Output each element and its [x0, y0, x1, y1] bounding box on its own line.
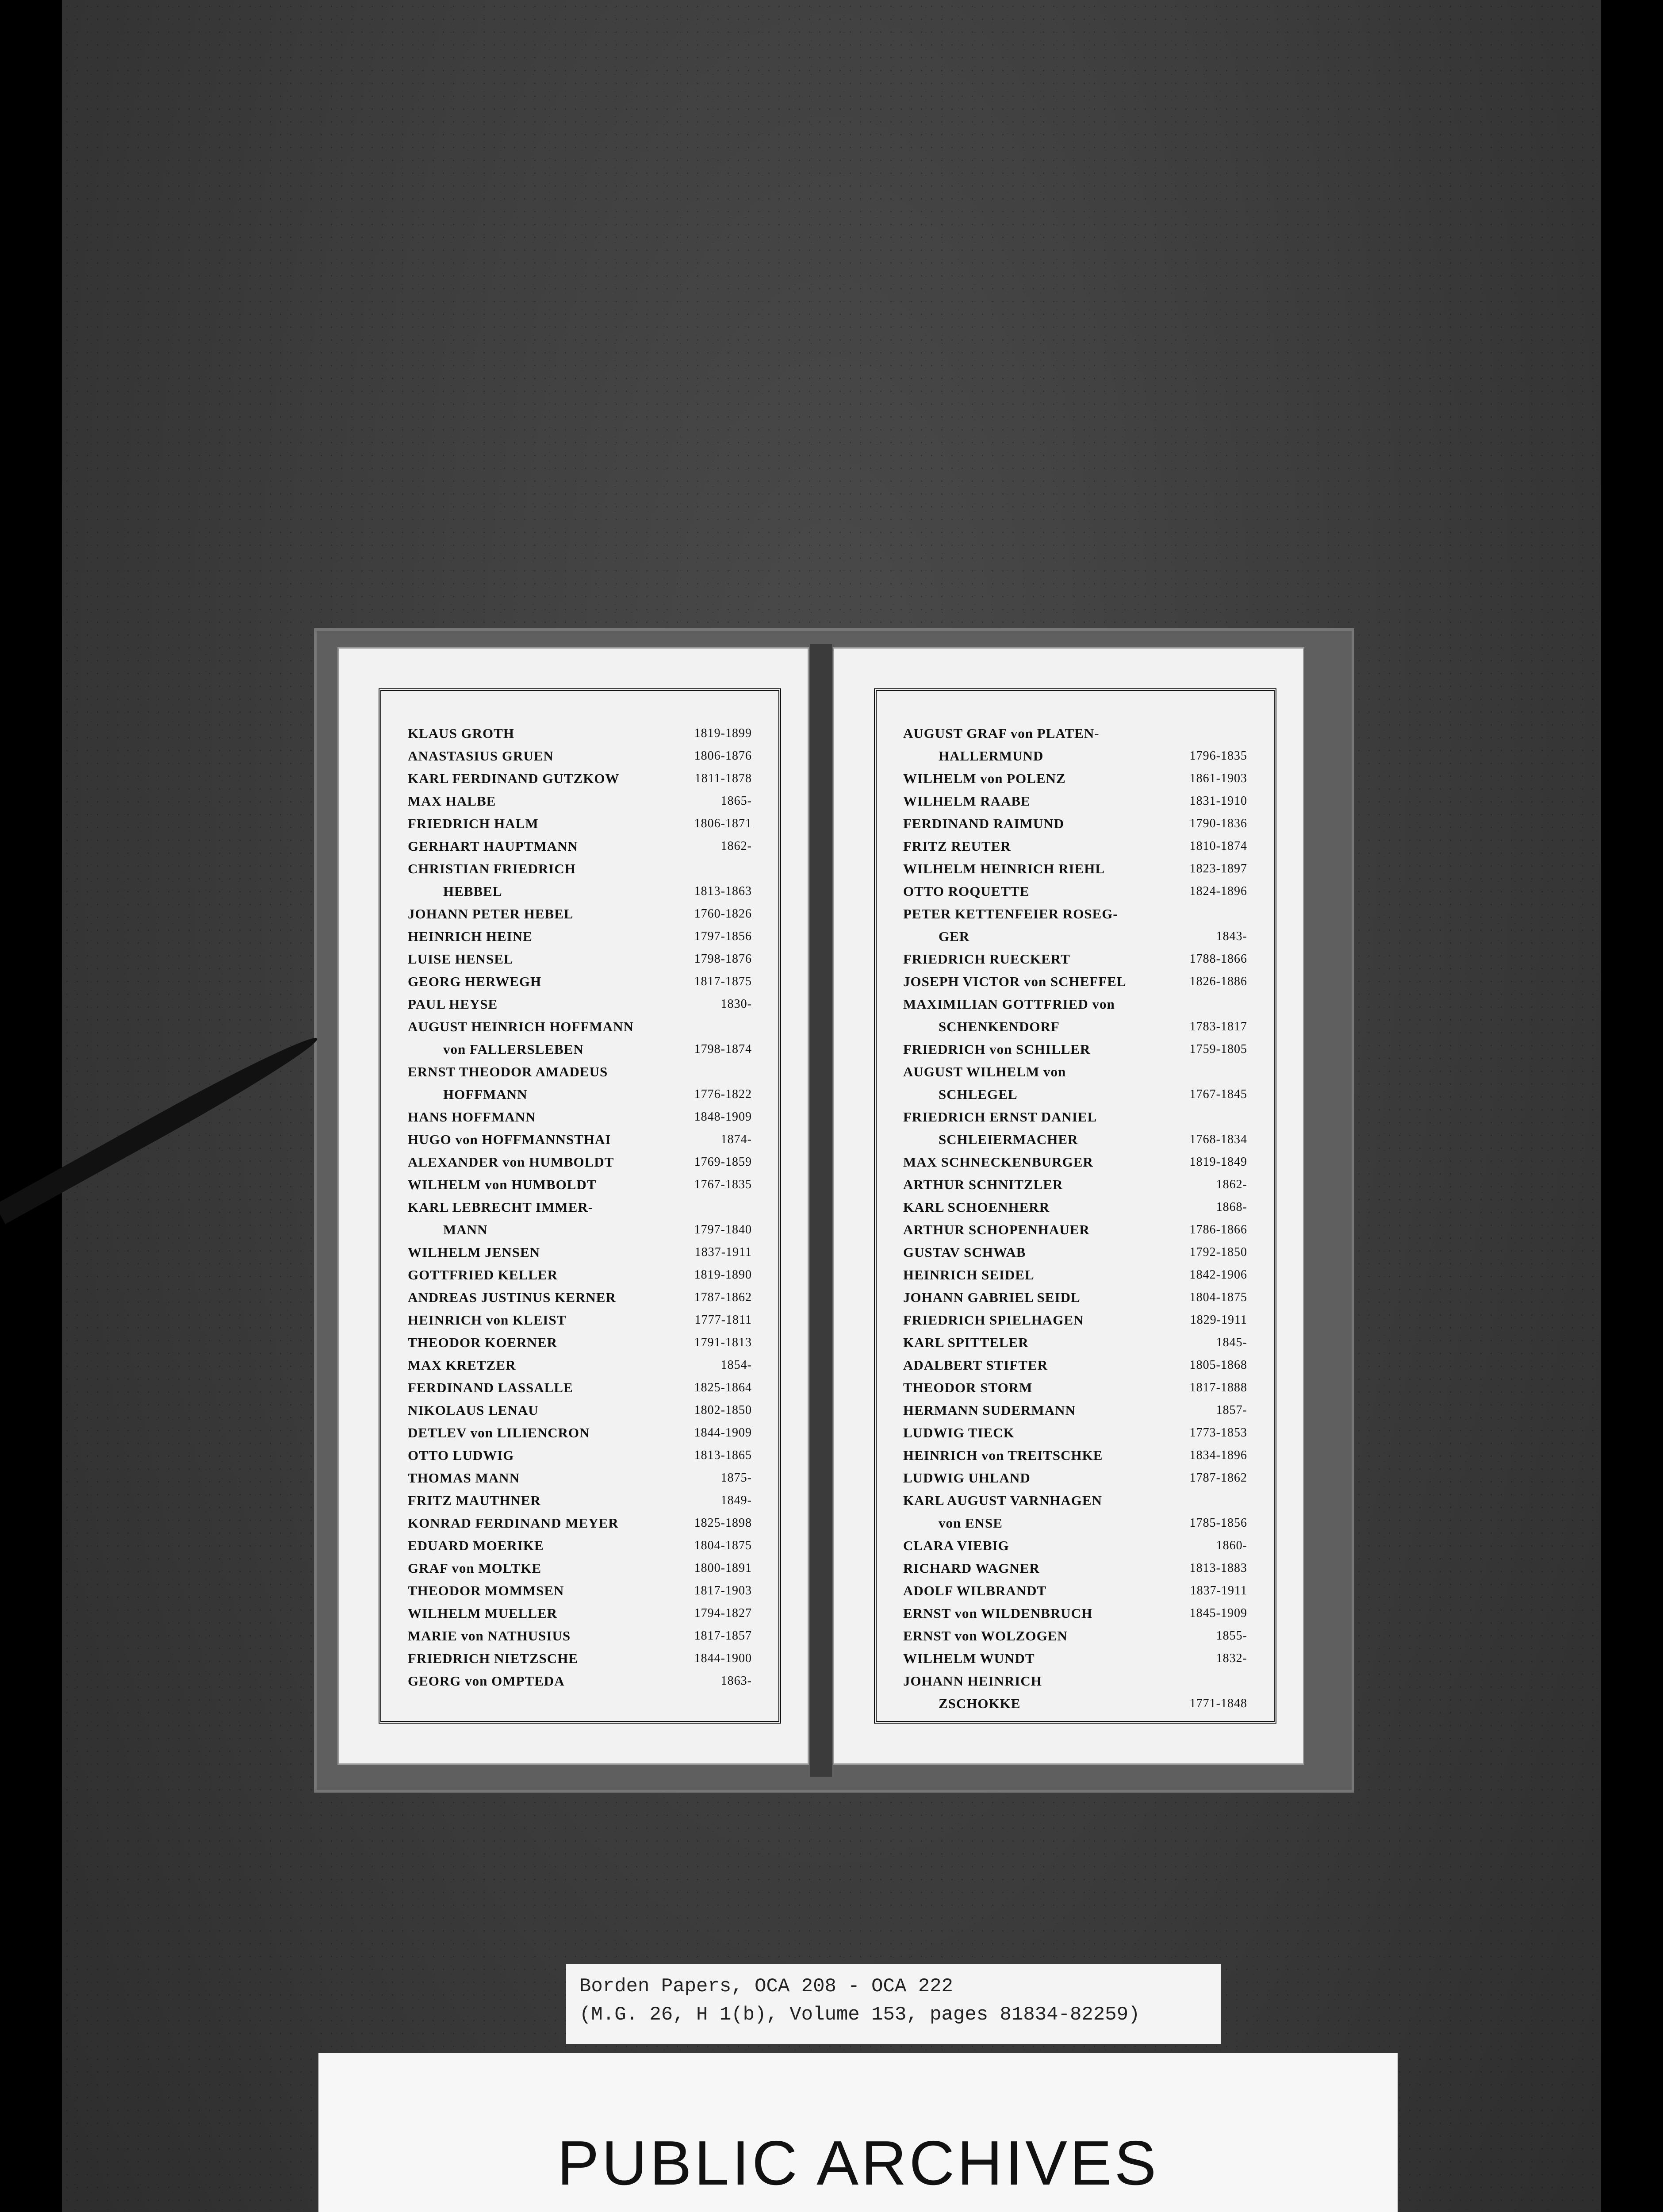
author-entry: [408, 1173, 752, 1196]
author-name: ADOLF WILBRANDT: [903, 1583, 1047, 1598]
author-name: MANN: [443, 1222, 488, 1237]
author-dates: 1796-1835: [1189, 749, 1247, 763]
author-dates: 1810-1874: [1189, 839, 1247, 853]
author-name: ALEXANDER von HUMBOLDT: [408, 1154, 614, 1170]
author-name: FERDINAND LASSALLE: [408, 1380, 573, 1395]
reference-line-1: Borden Papers, OCA 208 - OCA 222: [579, 1975, 953, 1997]
author-name: WILHELM JENSEN: [408, 1244, 540, 1260]
author-dates: 1813-1863: [694, 884, 752, 898]
author-entry: [408, 1399, 752, 1421]
author-entry: [408, 1038, 752, 1060]
author-entry: [408, 948, 752, 970]
left-page-frame: [379, 688, 781, 1724]
author-name: KONRAD FERDINAND MEYER: [408, 1515, 619, 1531]
author-name: HOFFMANN: [443, 1087, 528, 1102]
author-entry: [903, 835, 1247, 857]
author-name: PETER KETTENFEIER ROSEG-: [903, 906, 1118, 922]
author-name: HEINRICH SEIDEL: [903, 1267, 1035, 1283]
author-entry: [408, 993, 752, 1015]
author-entry: [903, 1557, 1247, 1579]
author-entry: [408, 1106, 752, 1128]
author-dates: 1768-1834: [1189, 1133, 1247, 1146]
archive-title-fr: [318, 2208, 1398, 2212]
author-name: FRIEDRICH HALM: [408, 816, 539, 831]
author-entry: [903, 1534, 1247, 1557]
author-entry: [903, 1015, 1247, 1038]
author-entry: [408, 1128, 752, 1151]
author-name: THEODOR KOERNER: [408, 1335, 557, 1350]
author-name: AUGUST WILHELM von: [903, 1064, 1066, 1079]
author-entry: [408, 1534, 752, 1557]
author-entry: [408, 1060, 752, 1083]
right-page: [834, 649, 1303, 1763]
author-entry: [408, 1196, 752, 1218]
author-entry: [408, 1557, 752, 1579]
author-entry: [408, 1670, 752, 1692]
author-entry: [408, 1309, 752, 1331]
author-dates: 1794-1827: [694, 1606, 752, 1620]
author-entry: [903, 1331, 1247, 1354]
author-name: HALLERMUND: [939, 748, 1044, 764]
author-entry: [903, 902, 1247, 925]
author-name: RICHARD WAGNER: [903, 1560, 1040, 1576]
author-entry: [408, 1444, 752, 1467]
author-entry: [408, 1647, 752, 1670]
author-name: LUISE HENSEL: [408, 951, 513, 967]
author-entry: [408, 1241, 752, 1263]
author-name: KARL FERDINAND GUTZKOW: [408, 771, 620, 786]
author-name: JOHANN PETER HEBEL: [408, 906, 574, 922]
author-dates: 1819-1890: [694, 1268, 752, 1282]
author-name: WILHELM WUNDT: [903, 1651, 1035, 1666]
author-name: KARL SPITTELER: [903, 1335, 1029, 1350]
author-name: SCHLEGEL: [939, 1087, 1018, 1102]
author-dates: 1776-1822: [694, 1087, 752, 1101]
author-entry: [903, 1060, 1247, 1083]
author-name: ARTHUR SCHNITZLER: [903, 1177, 1063, 1192]
author-dates: 1797-1840: [694, 1223, 752, 1237]
author-entry: [903, 1151, 1247, 1173]
author-name: FRIEDRICH SPIELHAGEN: [903, 1312, 1084, 1328]
author-dates: 1792-1850: [1189, 1245, 1247, 1259]
author-name: HEBBEL: [443, 883, 502, 899]
author-entry: [408, 1602, 752, 1624]
author-name: WILHELM MUELLER: [408, 1605, 557, 1621]
author-name: GRAF von MOLTKE: [408, 1560, 542, 1576]
author-name: GEORG von OMPTEDA: [408, 1673, 565, 1689]
author-name: LUDWIG TIECK: [903, 1425, 1015, 1440]
author-entry: [408, 1467, 752, 1489]
author-entry: [408, 1512, 752, 1534]
author-dates: 1855-: [1216, 1629, 1247, 1643]
author-dates: 1791-1813: [694, 1336, 752, 1349]
author-name: GUSTAV SCHWAB: [903, 1244, 1026, 1260]
author-name: AUGUST GRAF von PLATEN-: [903, 726, 1100, 741]
author-name: DETLEV von LILIENCRON: [408, 1425, 590, 1440]
author-dates: 1802-1850: [694, 1403, 752, 1417]
author-entry: [903, 1647, 1247, 1670]
author-name: HERMANN SUDERMANN: [903, 1402, 1076, 1418]
author-name: SCHLEIERMACHER: [939, 1132, 1078, 1147]
author-dates: 1862-: [1216, 1178, 1247, 1191]
author-entry: [903, 1444, 1247, 1467]
author-dates: 1845-1909: [1189, 1606, 1247, 1620]
author-name: HANS HOFFMANN: [408, 1109, 536, 1125]
author-name: CLARA VIEBIG: [903, 1538, 1009, 1553]
author-name: MAX KRETZER: [408, 1357, 516, 1373]
author-entry: [408, 1331, 752, 1354]
author-entry: [408, 1624, 752, 1647]
author-dates: 1767-1845: [1189, 1087, 1247, 1101]
author-name: THEODOR STORM: [903, 1380, 1033, 1395]
author-entry: [903, 857, 1247, 880]
author-dates: 1804-1875: [694, 1539, 752, 1552]
author-entry: [408, 1286, 752, 1309]
author-entry: [408, 1376, 752, 1399]
author-entry: [408, 722, 752, 745]
author-entry: [903, 993, 1247, 1015]
author-dates: 1862-: [720, 839, 752, 853]
author-dates: 1787-1862: [1189, 1471, 1247, 1485]
author-entry: [903, 1489, 1247, 1512]
author-dates: 1826-1886: [1189, 975, 1247, 988]
author-entry: [903, 880, 1247, 902]
author-entry: [903, 1286, 1247, 1309]
author-dates: 1788-1866: [1189, 952, 1247, 966]
author-name: MARIE von NATHUSIUS: [408, 1628, 571, 1644]
author-name: ANDREAS JUSTINUS KERNER: [408, 1290, 616, 1305]
author-entry: [408, 1015, 752, 1038]
author-dates: 1817-1875: [694, 975, 752, 988]
author-name: JOHANN GABRIEL SEIDL: [903, 1290, 1081, 1305]
author-dates: 1825-1898: [694, 1516, 752, 1530]
author-name: ARTHUR SCHOPENHAUER: [903, 1222, 1090, 1237]
author-dates: 1786-1866: [1189, 1223, 1247, 1237]
author-name: THOMAS MANN: [408, 1470, 520, 1486]
author-name: HEINRICH von KLEIST: [408, 1312, 567, 1328]
author-name: EDUARD MOERIKE: [408, 1538, 544, 1553]
author-name: SCHENKENDORF: [939, 1019, 1060, 1034]
author-name: ZSCHOKKE: [939, 1696, 1021, 1711]
author-entry: [408, 970, 752, 993]
author-entry: [408, 745, 752, 767]
archive-title-en: PUBLIC ARCHIVES: [557, 2128, 1159, 2198]
author-dates: 1760-1826: [694, 907, 752, 921]
author-entry: [903, 925, 1247, 948]
author-entry: [903, 970, 1247, 993]
archive-card: [318, 2053, 1398, 2212]
author-name: GERHART HAUPTMANN: [408, 838, 578, 854]
author-entry: [903, 1579, 1247, 1602]
reference-line-2: (M.G. 26, H 1(b), Volume 153, pages 81834-82259): [579, 2004, 1140, 2026]
author-name: MAX SCHNECKENBURGER: [903, 1154, 1093, 1170]
author-name: HUGO von HOFFMANNSTHAI: [408, 1132, 611, 1147]
author-name: FRIEDRICH ERNST DANIEL: [903, 1109, 1097, 1125]
author-entry: [903, 1263, 1247, 1286]
author-dates: 1811-1878: [694, 772, 752, 785]
author-dates: 1790-1836: [1189, 817, 1247, 830]
author-dates: 1830-: [720, 997, 752, 1011]
author-name: FERDINAND RAIMUND: [903, 816, 1065, 831]
author-name: GOTTFRIED KELLER: [408, 1267, 558, 1283]
author-name: JOSEPH VICTOR von SCHEFFEL: [903, 974, 1127, 989]
author-dates: 1875-: [720, 1471, 752, 1485]
author-name: WILHELM von POLENZ: [903, 771, 1066, 786]
author-entry: [903, 790, 1247, 812]
author-dates: 1771-1848: [1189, 1697, 1247, 1710]
author-entry: [408, 1151, 752, 1173]
author-dates: 1773-1853: [1189, 1426, 1247, 1440]
author-dates: 1767-1835: [694, 1178, 752, 1191]
author-dates: 1819-1849: [1189, 1155, 1247, 1169]
author-entry: [408, 767, 752, 790]
author-name: ANASTASIUS GRUEN: [408, 748, 554, 764]
author-entry: [903, 1218, 1247, 1241]
author-entry: [903, 1670, 1247, 1692]
author-dates: 1785-1856: [1189, 1516, 1247, 1530]
author-name: MAXIMILIAN GOTTFRIED von: [903, 996, 1115, 1012]
author-dates: 1800-1891: [694, 1561, 752, 1575]
author-entry: [408, 1218, 752, 1241]
author-dates: 1817-1888: [1189, 1381, 1247, 1394]
author-dates: 1832-: [1216, 1651, 1247, 1665]
author-name: ERNST THEODOR AMADEUS: [408, 1064, 608, 1079]
author-dates: 1874-: [720, 1133, 752, 1146]
author-name: WILHELM von HUMBOLDT: [408, 1177, 597, 1192]
author-entry: [408, 1489, 752, 1512]
book-gutter: [810, 644, 832, 1777]
author-name: KARL AUGUST VARNHAGEN: [903, 1493, 1102, 1508]
author-name: WILHELM RAABE: [903, 793, 1031, 809]
author-entry: [903, 1376, 1247, 1399]
author-entry: [903, 1692, 1247, 1715]
author-entry: [408, 1263, 752, 1286]
author-entry: [903, 1467, 1247, 1489]
author-dates: 1849-: [720, 1494, 752, 1507]
author-dates: 1805-1868: [1189, 1358, 1247, 1372]
author-entry: [903, 1602, 1247, 1624]
author-dates: 1798-1876: [694, 952, 752, 966]
author-entry: [408, 812, 752, 835]
author-entry: [408, 902, 752, 925]
author-name: FRIEDRICH RUECKERT: [903, 951, 1070, 967]
author-name: FRITZ REUTER: [903, 838, 1011, 854]
author-name: HEINRICH von TREITSCHKE: [903, 1448, 1103, 1463]
author-name: OTTO ROQUETTE: [903, 883, 1030, 899]
author-name: JOHANN HEINRICH: [903, 1673, 1042, 1689]
author-dates: 1837-1911: [694, 1245, 752, 1259]
author-name: KLAUS GROTH: [408, 726, 514, 741]
author-entry: [903, 1128, 1247, 1151]
author-entry: [408, 1083, 752, 1106]
author-dates: 1824-1896: [1189, 884, 1247, 898]
author-dates: 1842-1906: [1189, 1268, 1247, 1282]
author-entry: [408, 1354, 752, 1376]
author-name: HEINRICH HEINE: [408, 929, 533, 944]
author-entry: [903, 1399, 1247, 1421]
author-name: von FALLERSLEBEN: [443, 1041, 584, 1057]
author-dates: 1863-: [720, 1674, 752, 1688]
author-dates: 1868-: [1216, 1200, 1247, 1214]
author-entry: [903, 1173, 1247, 1196]
author-dates: 1817-1857: [694, 1629, 752, 1643]
author-name: ADALBERT STIFTER: [903, 1357, 1048, 1373]
author-name: GEORG HERWEGH: [408, 974, 542, 989]
author-dates: 1777-1811: [694, 1313, 752, 1327]
author-dates: 1860-: [1216, 1539, 1247, 1552]
author-name: ERNST von WILDENBRUCH: [903, 1605, 1093, 1621]
author-name: CHRISTIAN FRIEDRICH: [408, 861, 576, 876]
author-name: KARL LEBRECHT IMMER-: [408, 1199, 594, 1215]
author-dates: 1843-: [1216, 929, 1247, 943]
author-entry: [903, 1512, 1247, 1534]
author-name: WILHELM HEINRICH RIEHL: [903, 861, 1105, 876]
author-name: FRITZ MAUTHNER: [408, 1493, 541, 1508]
author-name: FRIEDRICH von SCHILLER: [903, 1041, 1091, 1057]
author-name: OTTO LUDWIG: [408, 1448, 514, 1463]
author-dates: 1825-1864: [694, 1381, 752, 1394]
author-entry: [903, 1624, 1247, 1647]
author-dates: 1861-1903: [1189, 772, 1247, 785]
author-entry: [408, 857, 752, 880]
author-dates: 1798-1874: [694, 1042, 752, 1056]
open-book: [314, 628, 1354, 1793]
author-dates: 1759-1805: [1189, 1042, 1247, 1056]
author-name: AUGUST HEINRICH HOFFMANN: [408, 1019, 634, 1034]
author-dates: 1817-1903: [694, 1584, 752, 1598]
author-name: ERNST von WOLZOGEN: [903, 1628, 1068, 1644]
author-dates: 1834-1896: [1189, 1448, 1247, 1462]
author-dates: 1804-1875: [1189, 1290, 1247, 1304]
author-entry: [903, 1083, 1247, 1106]
author-entry: [408, 1421, 752, 1444]
author-dates: 1857-: [1216, 1403, 1247, 1417]
author-name: KARL SCHOENHERR: [903, 1199, 1050, 1215]
author-name: FRIEDRICH NIETZSCHE: [408, 1651, 579, 1666]
author-entry: [408, 835, 752, 857]
author-name: THEODOR MOMMSEN: [408, 1583, 564, 1598]
author-entry: [903, 1354, 1247, 1376]
author-dates: 1787-1862: [694, 1290, 752, 1304]
author-dates: 1831-1910: [1189, 794, 1247, 808]
author-entry: [408, 880, 752, 902]
author-name: LUDWIG UHLAND: [903, 1470, 1031, 1486]
author-entry: [408, 925, 752, 948]
author-entry: [903, 1421, 1247, 1444]
left-page: [339, 649, 808, 1763]
author-dates: 1783-1817: [1189, 1020, 1247, 1033]
author-entry: [903, 812, 1247, 835]
author-dates: 1829-1911: [1190, 1313, 1247, 1327]
right-page-frame: [874, 688, 1276, 1724]
author-entry: [408, 1579, 752, 1602]
author-entry: [903, 722, 1247, 745]
author-dates: 1865-: [720, 794, 752, 808]
author-dates: 1823-1897: [1189, 862, 1247, 876]
author-name: GER: [939, 929, 970, 944]
author-dates: 1813-1865: [694, 1448, 752, 1462]
author-dates: 1848-1909: [694, 1110, 752, 1124]
author-entry: [903, 767, 1247, 790]
author-entry: [903, 1106, 1247, 1128]
author-dates: 1819-1899: [694, 726, 752, 740]
author-entry: [903, 745, 1247, 767]
author-dates: 1844-1909: [694, 1426, 752, 1440]
author-dates: 1769-1859: [694, 1155, 752, 1169]
reference-label: [566, 1964, 1221, 2044]
author-dates: 1797-1856: [694, 929, 752, 943]
author-entry: [903, 1038, 1247, 1060]
author-entry: [903, 1196, 1247, 1218]
author-dates: 1837-1911: [1190, 1584, 1247, 1598]
author-entry: [903, 948, 1247, 970]
author-dates: 1854-: [720, 1358, 752, 1372]
author-name: von ENSE: [939, 1515, 1003, 1531]
author-name: MAX HALBE: [408, 793, 496, 809]
author-dates: 1813-1883: [1189, 1561, 1247, 1575]
author-name: PAUL HEYSE: [408, 996, 498, 1012]
author-entry: [408, 790, 752, 812]
author-entry: [903, 1241, 1247, 1263]
author-dates: 1806-1871: [694, 817, 752, 830]
author-name: NIKOLAUS LENAU: [408, 1402, 539, 1418]
author-dates: 1844-1900: [694, 1651, 752, 1665]
author-entry: [903, 1309, 1247, 1331]
author-dates: 1806-1876: [694, 749, 752, 763]
author-dates: 1845-: [1216, 1336, 1247, 1349]
